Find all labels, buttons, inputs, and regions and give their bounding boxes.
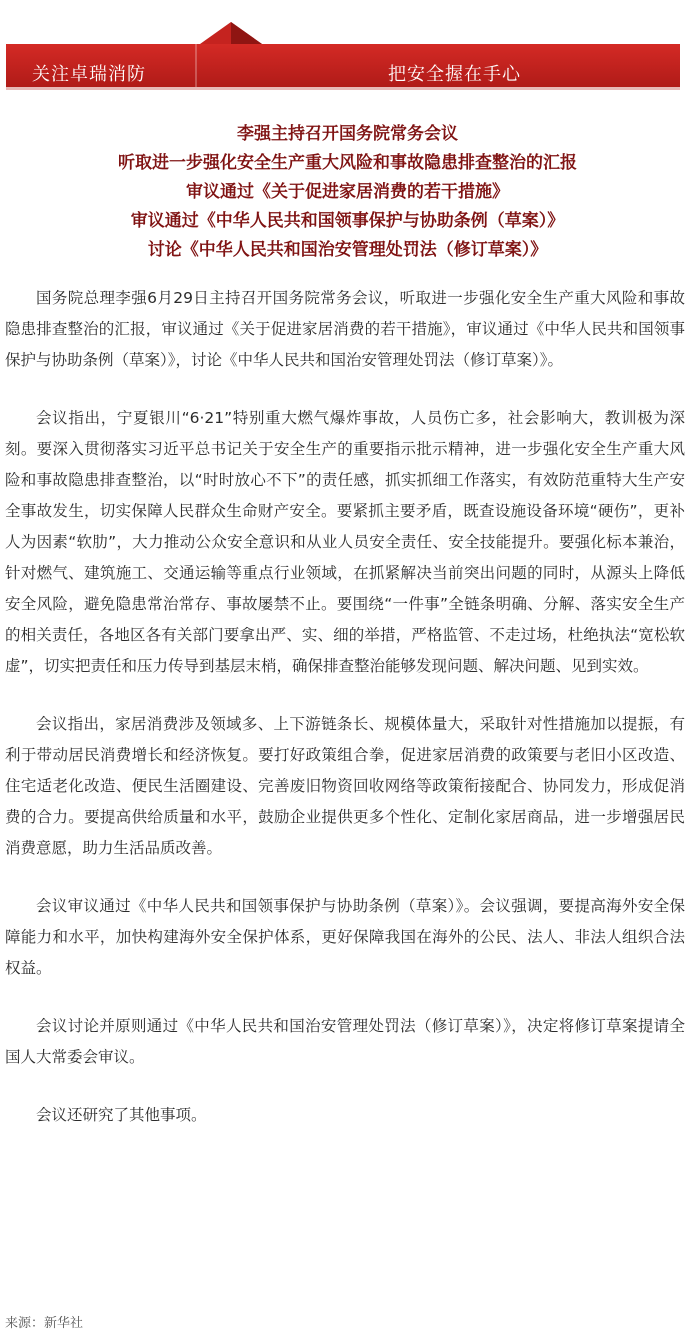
paragraph-2: 会议指出，宁夏银川“6·21”特别重大燃气爆炸事故，人员伤亡多，社会影响大，教训极为深刻。要深入贯彻落实习近平总书记关于安全生产的重要指示批示精神，进一步强化安全生产重大风险和事故隐患排查整治，以“时时放心不下”的责任感，抓实抓细工作落实，有效防范重特大生产安全事故发生，切实保障人民群众生命财产安全。要紧抓主要矛盾，既查设施设备环境“硬伤”，更补人为因素“软肋”，大力推动公众安全意识和从业人员安全责任、安全技能提升。要强化标本兼治，针对燃气、建筑施工、交通运输等重点行业领域，在抓紧解决当前突出问题的同时，从源头上降低安全风险，避免隐患常治常存、事故屡禁不止。要围绕“一件事”全链条明确、分解、落实安全生产的相关责任，各地区各有关部门要拿出严、实、细的举措，严格监管、不走过场，杜绝执法“宽松软虚”，切实把责任和压力传导到基层末梢，确保排查整治能够发现问题、解决问题、见到实效。 — [5, 409, 685, 675]
headline-line-5: 讨论《中华人民共和国治安管理处罚法（修订草案）》 — [147, 240, 548, 260]
article-body — [5, 283, 685, 1158]
article-headline — [0, 120, 695, 265]
source-credit: 来源：新华社 — [5, 1316, 84, 1331]
banner-left-slogan: 关注卓瑞消防 — [32, 64, 146, 85]
headline-line-2: 听取进一步强化安全生产重大风险和事故隐患排查整治的汇报 — [118, 153, 577, 173]
banner-right-slogan: 把安全握在手心 — [388, 64, 521, 85]
paragraph-3: 会议指出，家居消费涉及领域多、上下游链条长、规模体量大，采取针对性措施加以提振，有利于带动居民消费增长和经济恢复。要打好政策组合拳，促进家居消费的政策要与老旧小区改造、住宅适老化改造、便民生活圈建设、完善废旧物资回收网络等政策衔接配合、协同发力，形成促消费的合力。要提高供给质量和水平，鼓励企业提供更多个性化、定制化家居商品，进一步增强居民消费意愿，助力生活品质改善。 — [5, 715, 685, 857]
header-banner — [0, 0, 695, 100]
paragraph-6: 会议还研究了其他事项。 — [36, 1106, 207, 1124]
headline-line-3: 审议通过《关于促进家居消费的若干措施》 — [186, 182, 509, 202]
headline-line-4: 审议通过《中华人民共和国领事保护与协助条例（草案）》 — [130, 211, 565, 231]
headline-line-1: 李强主持召开国务院常务会议 — [237, 124, 458, 144]
paragraph-5: 会议讨论并原则通过《中华人民共和国治安管理处罚法（修订草案）》，决定将修订草案提请全国人大常委会审议。 — [5, 1017, 685, 1066]
paragraph-4: 会议审议通过《中华人民共和国领事保护与协助条例（草案）》。会议强调，要提高海外安全保障能力和水平，加快构建海外安全保护体系，更好保障我国在海外的公民、法人、非法人组织合法权益。 — [5, 897, 685, 977]
paragraph-1: 国务院总理李强6月29日主持召开国务院常务会议，听取进一步强化安全生产重大风险和事故隐患排查整治的汇报，审议通过《关于促进家居消费的若干措施》，审议通过《中华人民共和国领事保护与协助条例（草案）》，讨论《中华人民共和国治安管理处罚法（修订草案）》。 — [5, 289, 685, 369]
